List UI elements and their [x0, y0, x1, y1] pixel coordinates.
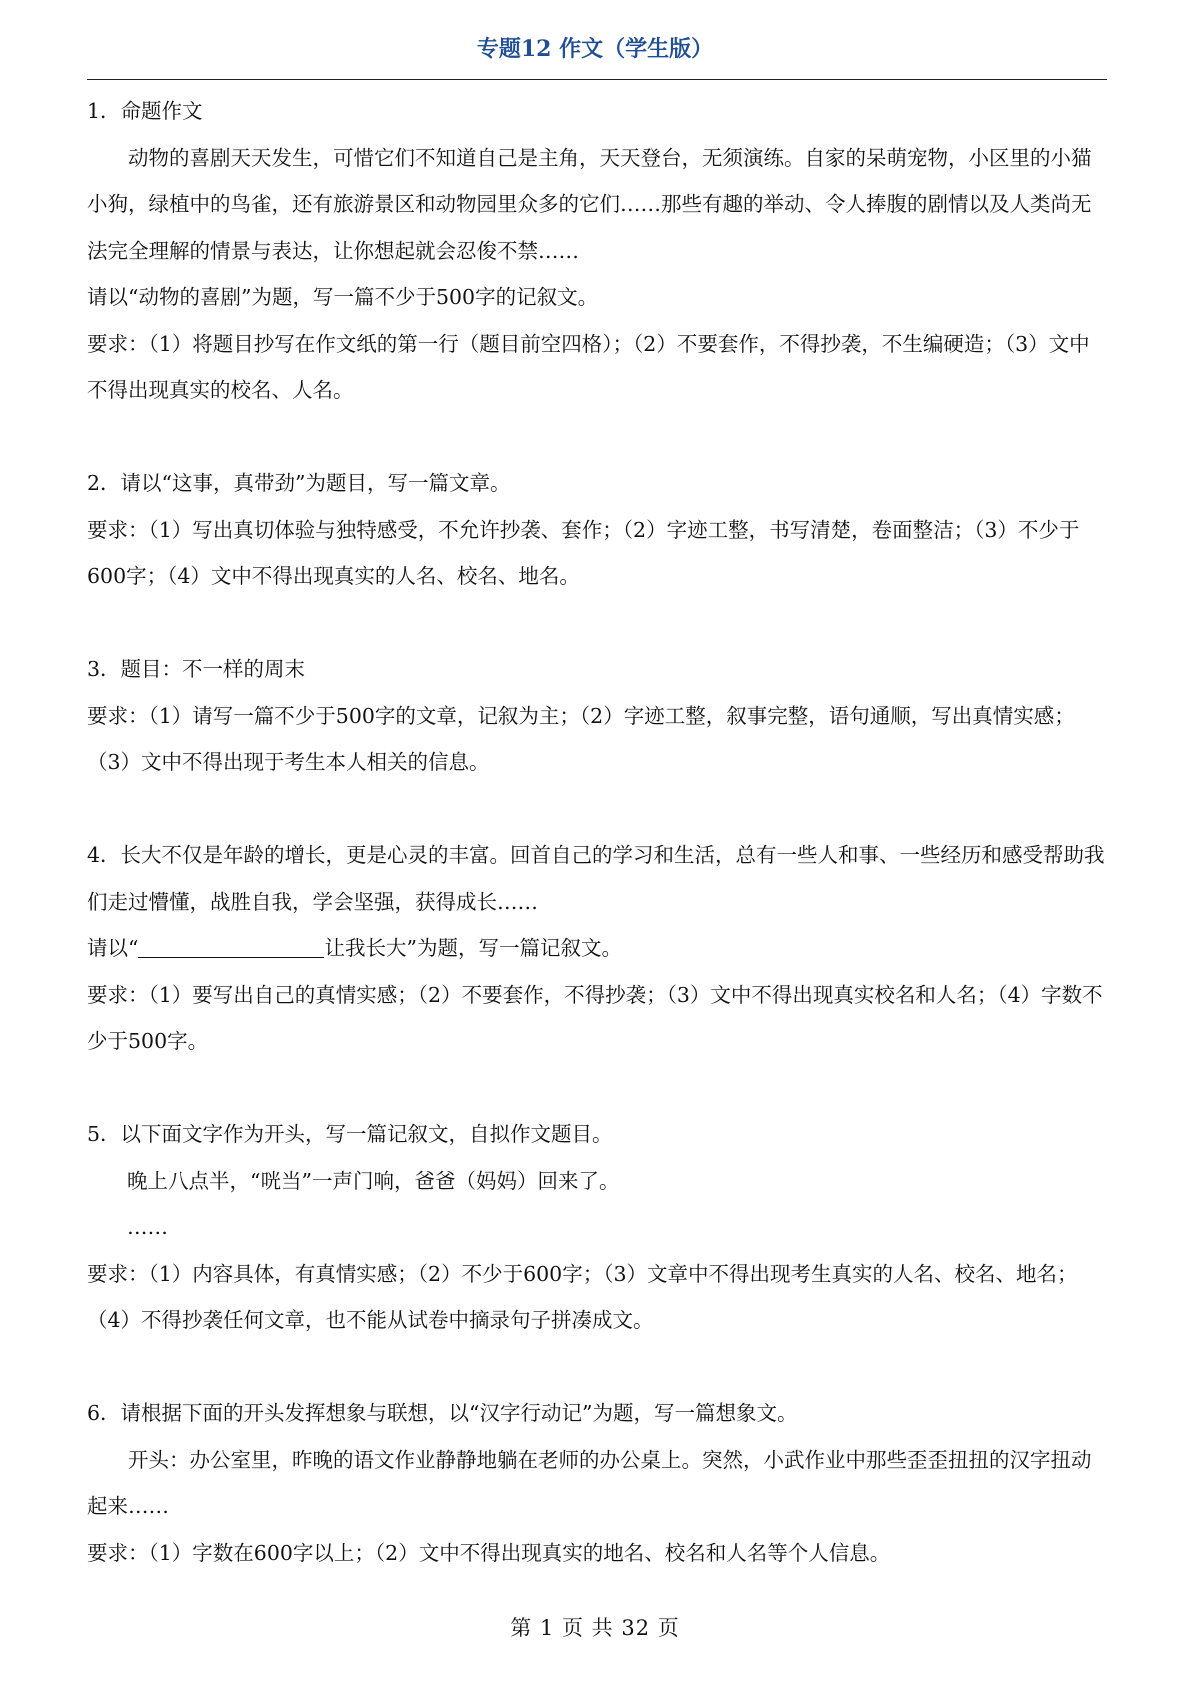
prompt-suffix: 让我长大”为题，写一篇记叙文。: [324, 936, 622, 960]
question-3: [87, 646, 1107, 786]
question-requirement: 要求：（1）内容具体，有真情实感；（2）不少于600字；（3）文章中不得出现考生真实的人名、校名、地名；（4）不得抄袭任何文章，也不能从试卷中摘录句子拼凑成文。: [87, 1261, 1078, 1332]
question-title: 5．以下面文字作为开头，写一篇记叙文，自拟作文题目。: [87, 1122, 613, 1146]
prompt-prefix: 请以“: [87, 936, 139, 960]
question-4: [87, 832, 1107, 1065]
question-opening: 晚上八点半，“咣当”一声门响，爸爸（妈妈）回来了。: [127, 1168, 620, 1193]
question-6: [87, 1390, 1107, 1576]
question-material: 动物的喜剧天天发生，可惜它们不知道自己是主角，天天登台，无须演练。自家的呆萌宠物，小区里的小猫小狗，绿植中的鸟雀，还有旅游景区和动物园里众多的它们……那些有趣的举动、令人捧腹的剧情以及人类尚无法完全理解的情景与表达，让你想起就会忍俊不禁……: [87, 145, 1092, 263]
question-opening: 开头：办公室里，昨晚的语文作业静静地躺在老师的办公桌上。突然，小武作业中那些歪歪扭扭的汉字扭动起来……: [87, 1447, 1092, 1518]
question-prompt: 请以“动物的喜剧”为题，写一篇不少于500字的记叙文。: [87, 285, 599, 309]
question-requirement: 要求：（1）要写出自己的真情实感；（2）不要套作，不得抄袭；（3）文中不得出现真实校名和人名；（4）字数不少于500字。: [87, 982, 1103, 1053]
question-title: 2．请以“这事，真带劲”为题目，写一篇文章。: [87, 471, 511, 495]
question-2: [87, 460, 1107, 600]
fill-in-blank: [138, 935, 324, 958]
question-1: [87, 88, 1107, 414]
page-number: 第 1 页 共 32 页: [510, 1616, 680, 1640]
question-title: 6．请根据下面的开头发挥想象与联想，以“汉字行动记”为题，写一篇想象文。: [87, 1401, 798, 1425]
question-requirement: 要求：（1）字数在600字以上；（2）文中不得出现真实的地名、校名和人名等个人信息。: [87, 1540, 891, 1565]
document-body: [87, 88, 1107, 1576]
question-5: [87, 1111, 1107, 1344]
question-prompt: [87, 925, 1107, 972]
question-title: 1．命题作文: [87, 99, 203, 123]
page-title: 专题12 作文（学生版）: [476, 36, 714, 62]
question-requirement: 要求：（1）将题目抄写在作文纸的第一行（题目前空四格）；（2）不要套作，不得抄袭，不生编硬造；（3）文中不得出现真实的校名、人名。: [87, 331, 1090, 402]
question-requirement: 要求：（1）请写一篇不少于500字的文章，记叙为主；（2）字迹工整，叙事完整，语句通顺，写出真情实感；（3）文中不得出现于考生本人相关的信息。: [87, 703, 1075, 774]
question-title: 3．题目：不一样的周末: [87, 657, 306, 681]
header-divider: [87, 79, 1107, 80]
question-title: 4．长大不仅是年龄的增长，更是心灵的丰富。回首自己的学习和生活，总有一些人和事、一些经历和感受帮助我们走过懵懂，战胜自我，学会坚强，获得成长……: [87, 843, 1105, 914]
question-requirement: 要求：（1）写出真切体验与独特感受，不允许抄袭、套作；（2）字迹工整，书写清楚，卷面整洁；（3）不少于600字；（4）文中不得出现真实的人名、校名、地名。: [87, 517, 1080, 588]
question-ellipsis: ……: [127, 1215, 168, 1239]
